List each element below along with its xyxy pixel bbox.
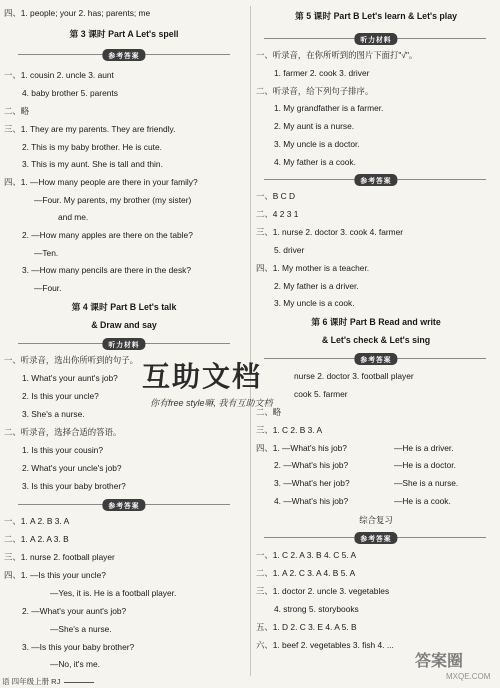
footer-text: 语 四年级上册 RJ (2, 677, 61, 686)
answer-line: 四、1. —Is this your uncle? (4, 570, 106, 580)
answer-line: 二、略 (4, 106, 30, 116)
answer-line: 2. My aunt is a nurse. (274, 121, 355, 131)
answer-line: 三、1. C 2. B 3. A (256, 425, 323, 435)
answer-line: 2. What's your uncle's job? (22, 463, 122, 473)
answer-line: 3. This is my aunt. She is tall and thin. (22, 159, 163, 169)
footer-rule (64, 682, 94, 683)
answer-line: 3. Is this your baby brother? (22, 481, 126, 491)
answers-badge: 参考答案 (102, 499, 145, 511)
answer-line: 二、略 (256, 407, 282, 417)
answer-line: 二、1. A 2. A 3. B (4, 534, 69, 544)
answers-badge: 参考答案 (354, 174, 397, 186)
lesson-title: 第 3 课时 Part A Let's spell (69, 29, 179, 39)
answer-line: 三、1. nurse 2. doctor 3. cook 4. farmer (256, 227, 404, 237)
answer-line: 3. My uncle is a cook. (274, 298, 355, 308)
answer-line: 一、1. cousin 2. uncle 3. aunt (4, 70, 114, 80)
answer-line: 3. My uncle is a doctor. (274, 139, 360, 149)
answer-line: 3. —What's her job? (274, 478, 350, 488)
lesson-title: 第 5 课时 Part B Let's learn & Let's play (294, 11, 458, 21)
answer-line: 3. —Is this your baby brother? (22, 642, 135, 652)
answer-line: 1. My grandfather is a farmer. (274, 103, 384, 113)
lesson-subtitle: & Let's check & Let's sing (321, 335, 431, 345)
review-title: 综合复习 (359, 515, 393, 525)
answer-line: 一、听录音，在你所听到的图片下面打"√"。 (256, 50, 418, 60)
answer-line: 2. —What's his job? (274, 460, 349, 470)
answer-line: 4. strong 5. storybooks (274, 604, 359, 614)
answer-line: 一、1. C 2. A 3. B 4. C 5. A (256, 550, 357, 560)
answer-line: 四、1. —What's his job? (256, 443, 347, 453)
answer-line: 2. My father is a driver. (274, 281, 359, 291)
corner-watermark-url: MXQE.COM (446, 672, 491, 681)
answer-line: 一、1. A 2. B 3. A (4, 516, 70, 526)
answer-line: 二、4 2 3 1 (256, 209, 299, 219)
answer-line: —Ten. (34, 248, 59, 258)
column-divider (250, 6, 251, 676)
answer-line: 2. This is my baby brother. He is cute. (22, 142, 162, 152)
answer-line: 三、1. They are my parents. They are friendly. (4, 124, 176, 134)
answers-badge: 参考答案 (354, 353, 397, 365)
answer-line: —No, it's me. (50, 659, 100, 669)
left-column (0, 0, 248, 688)
answers-badge: 参考答案 (102, 49, 145, 61)
answer-line: 4. baby brother 5. parents (22, 88, 118, 98)
answer-line: —She's a nurse. (50, 624, 112, 634)
answer-line: 2. Is this your uncle? (22, 391, 99, 401)
lesson-title: 第 4 课时 Part B Let's talk (71, 302, 177, 312)
answer-line: 四、1. —How many people are there in your family? (4, 177, 198, 187)
answer-line: —He is a doctor. (394, 460, 456, 470)
right-column (252, 0, 500, 688)
answer-line: 1. Is this your cousin? (22, 445, 103, 455)
lesson-subtitle: & Draw and say (91, 320, 157, 330)
page-footer (2, 676, 94, 687)
answer-line: and me. (58, 212, 89, 222)
answer-line: 3. —How many pencils are there in the desk? (22, 265, 191, 275)
answer-line: 3. She's a nurse. (22, 409, 85, 419)
answer-line: —She is a nurse. (394, 478, 459, 488)
answer-line: 1. What's your aunt's job? (22, 373, 118, 383)
corner-watermark: 答案圈 (415, 653, 464, 670)
answer-line: —Four. My parents, my brother (my sister) (34, 195, 192, 205)
answer-line: 2. —How many apples are there on the table? (22, 230, 193, 240)
answer-line: 三、1. nurse 2. football player (4, 552, 115, 562)
answer-line: 四、1. My mother is a teacher. (256, 263, 370, 273)
answer-line: 5. driver (274, 245, 305, 255)
answer-line: cook 5. farmer (294, 389, 348, 399)
watermark-logo: 互助文档 (142, 360, 263, 393)
answer-line: 2. —What's your aunt's job? (22, 606, 127, 616)
answer-line: 二、1. A 2. C 3. A 4. B 5. A (256, 568, 356, 578)
answer-line: 六、1. beef 2. vegetables 3. fish 4. ... (256, 640, 394, 650)
answer-line: 三、1. doctor 2. uncle 3. vegetables (256, 586, 390, 596)
answers-badge: 参考答案 (354, 532, 397, 544)
answer-line: 一、B C D (256, 191, 296, 201)
answer-line: nurse 2. doctor 3. football player (294, 371, 414, 381)
answer-line: 一、听录音，选出你所听到的句子。 (4, 355, 138, 365)
answer-line: 4. —What's his job? (274, 496, 349, 506)
answer-line: 五、1. D 2. C 3. E 4. A 5. B (256, 622, 357, 632)
answer-line: —He is a cook. (394, 496, 451, 506)
answer-line: 1. farmer 2. cook 3. driver (274, 68, 370, 78)
answer-line: 四、1. people; your 2. has; parents; me (4, 8, 151, 18)
answer-line: —He is a driver. (394, 443, 454, 453)
answer-line: 4. My father is a cook. (274, 157, 356, 167)
answer-line: 二、听录音，选择合适的答语。 (4, 427, 122, 437)
answer-line: —Four. (34, 283, 62, 293)
answer-line: 二、听录音，给下列句子排序。 (256, 86, 374, 96)
watermark-tagline: 你有free style嘛, 我有互助文档 (150, 398, 273, 408)
listening-badge: 听力材料 (102, 338, 145, 350)
answer-line: —Yes, it is. He is a football player. (50, 588, 177, 598)
lesson-title: 第 6 课时 Part B Read and write (311, 317, 441, 327)
listening-badge: 听力材料 (354, 33, 397, 45)
